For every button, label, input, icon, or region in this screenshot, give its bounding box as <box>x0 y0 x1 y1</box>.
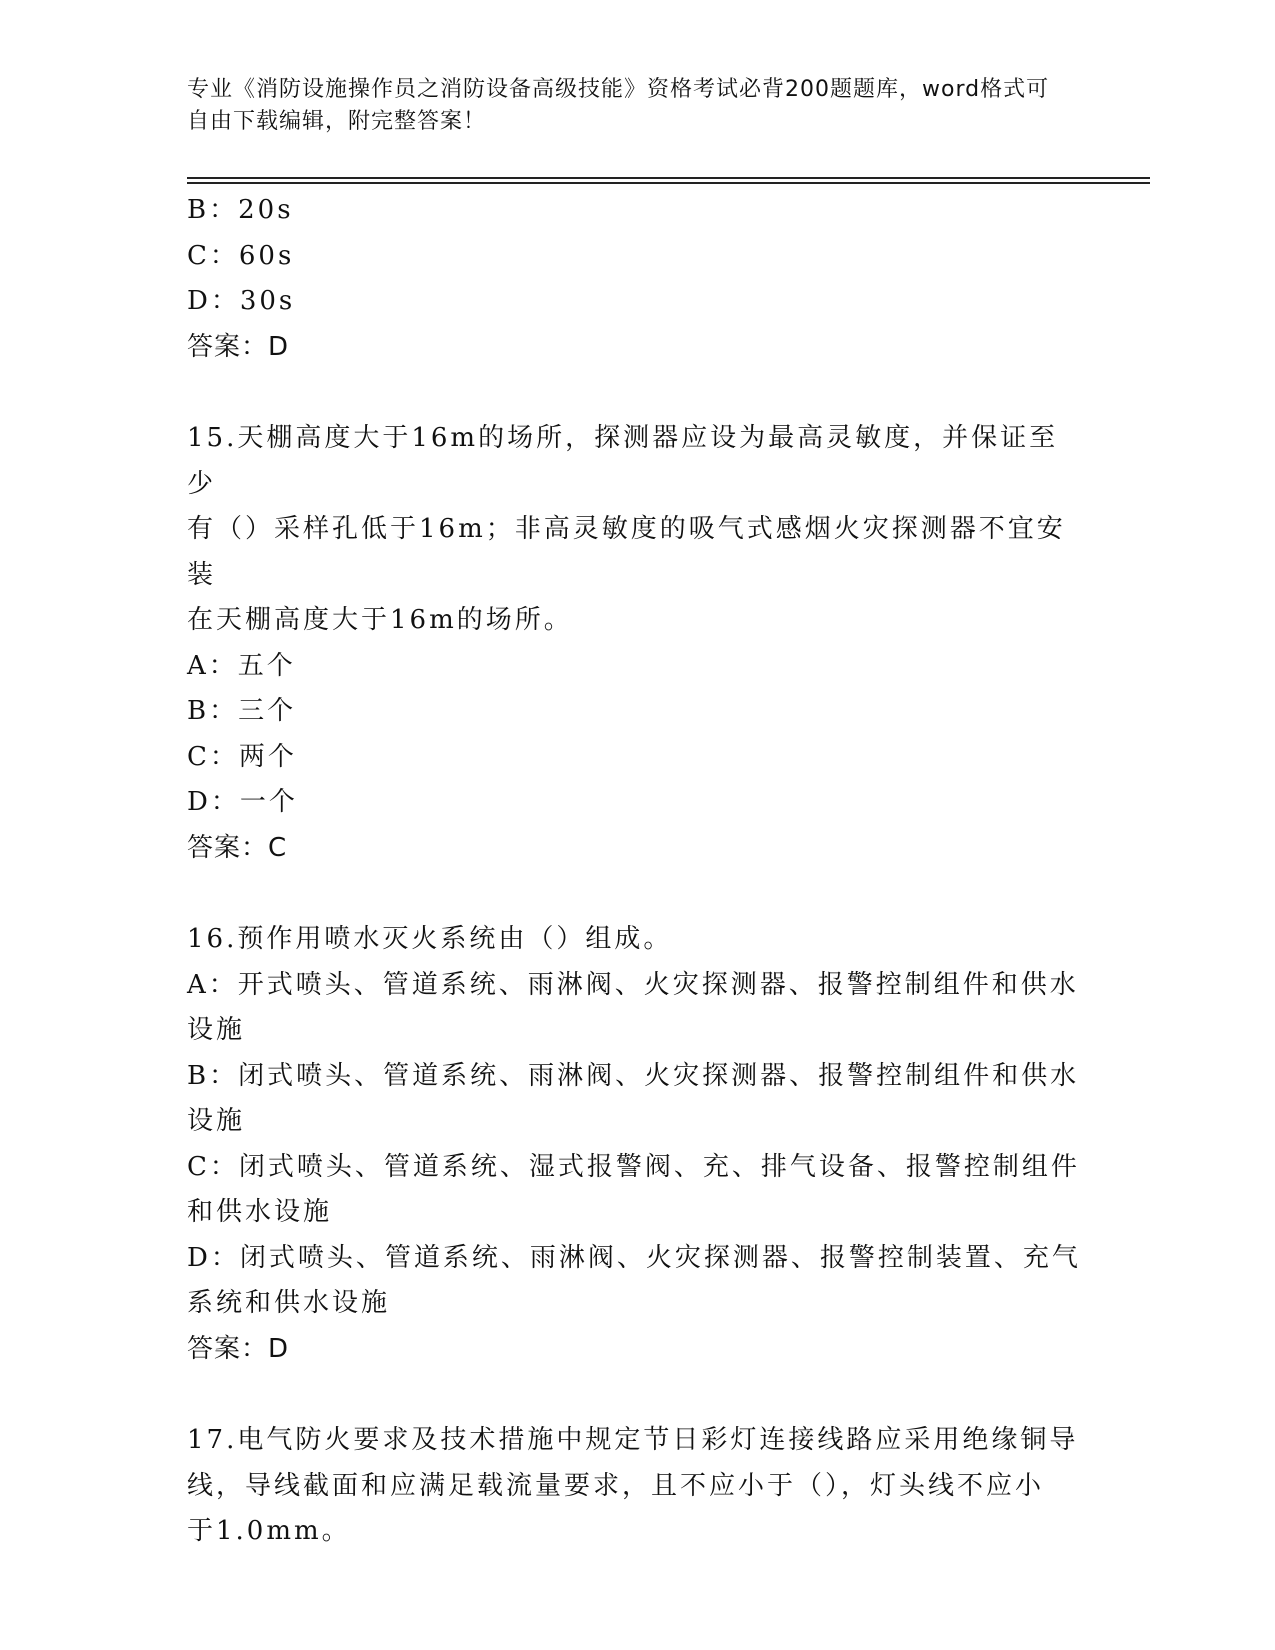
option-c-line-1: C：闭式喷头、管道系统、湿式报警阀、充、排气设备、报警控制组件 <box>187 1151 1080 1182</box>
question-stem-line-3: 于1.0mm。 <box>187 1516 351 1546</box>
question-stem-line-2: 线，导线截面和应满足载流量要求，且不应小于（），灯头线不应小 <box>187 1470 1045 1501</box>
answer: 答案：C <box>187 832 288 863</box>
question-stem: 16.预作用喷水灭火系统由（）组成。 <box>187 924 673 954</box>
option-d-line-1: D：闭式喷头、管道系统、雨淋阀、火灾探测器、报警控制装置、充气 <box>187 1242 1081 1273</box>
header-divider-bottom <box>187 182 1150 184</box>
option-a-line-1: A：开式喷头、管道系统、雨淋阀、火灾探测器、报警控制组件和供水 <box>187 969 1079 1000</box>
option-a-line-2: 设施 <box>187 1015 246 1045</box>
option-d-line-2: 系统和供水设施 <box>187 1288 391 1318</box>
document-header: 专业《消防设施操作员之消防设备高级技能》资格考试必背200题题库，word格式可自由下载编辑，附完整答案！ <box>187 77 1050 134</box>
question-15 <box>187 416 1087 871</box>
answer: 答案：D <box>187 331 290 362</box>
spacer <box>187 1372 1087 1418</box>
question-17 <box>187 1418 1087 1555</box>
question-stem-line-2: 有（）采样孔低于16m；非高灵敏度的吸气式感烟火灾探测器不宜安装 <box>187 514 1066 590</box>
option-a: A：五个 <box>187 650 296 681</box>
option-b-line-2: 设施 <box>187 1106 246 1136</box>
question-stem-line-1: 17.电气防火要求及技术措施中规定节日彩灯连接线路应采用绝缘铜导 <box>187 1425 1079 1455</box>
option-b: B：三个 <box>187 696 297 726</box>
option-d: D：一个 <box>187 787 298 817</box>
question-16 <box>187 917 1087 1372</box>
answer: 答案：D <box>187 1333 290 1364</box>
question-stem-line-3: 在天棚高度大于16m的场所。 <box>187 605 573 635</box>
question-14 <box>187 188 1087 370</box>
option-c: C：60s <box>187 240 295 271</box>
option-c-line-2: 和供水设施 <box>187 1197 333 1227</box>
question-list <box>187 188 1087 1555</box>
spacer <box>187 370 1087 416</box>
option-d: D：30s <box>187 286 296 316</box>
header-divider-top <box>187 177 1150 179</box>
question-stem-line-1: 15.天棚高度大于16m的场所，探测器应设为最高灵敏度，并保证至少 <box>187 423 1059 499</box>
option-b-line-1: B：闭式喷头、管道系统、雨淋阀、火灾探测器、报警控制组件和供水 <box>187 1060 1080 1091</box>
spacer <box>187 871 1087 917</box>
option-c: C：两个 <box>187 741 297 772</box>
option-b: B：20s <box>187 195 294 225</box>
